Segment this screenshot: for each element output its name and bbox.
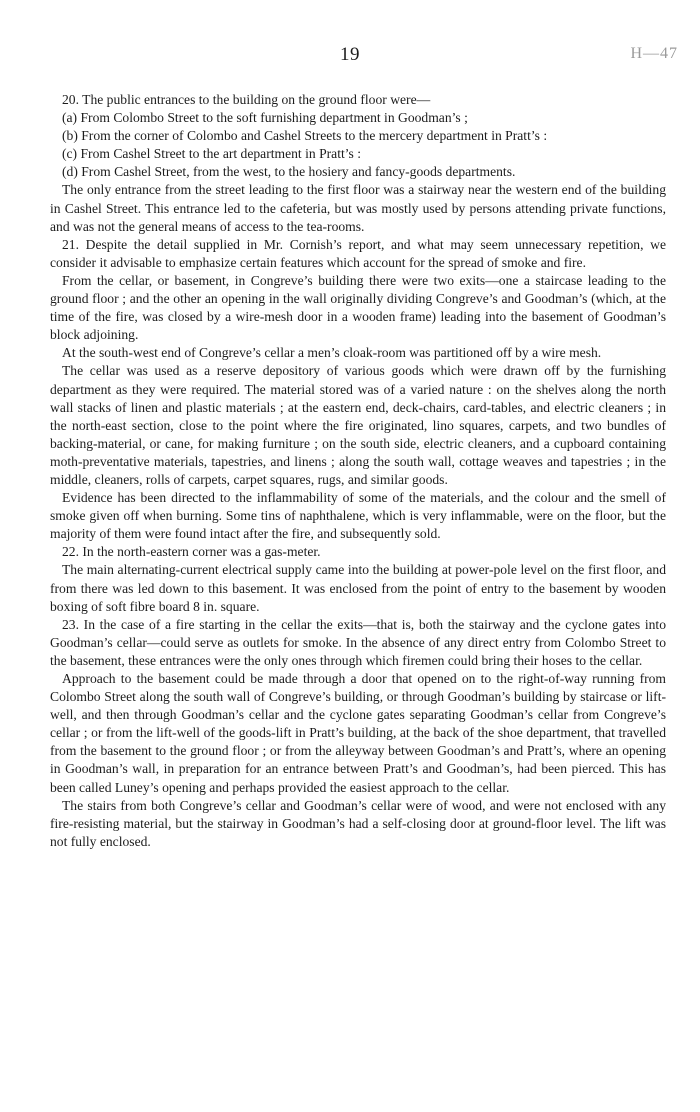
paragraph-20: 20. The public entrances to the building on the ground floor were— [62,92,431,107]
paragraph-22: 22. In the north-eastern corner was a gas-meter. [62,544,321,560]
list-item-a: (a) From Colombo Street to the soft furnishing department in Goodman’s ; [62,110,468,126]
list-item-b: (b) From the corner of Colombo and Cashel Streets to the mercery department in Pratt’s : [62,128,548,144]
document-code: H—47 [630,45,678,62]
paragraph-stairs: The stairs from both Congreve’s cellar and Goodman’s cellar were of wood, and were not enclosed with any fire-resisting material, but the stairway in Goodman’s had a self-closing door at ground-floor level. The lift was not fully enclosed. [50,797,666,849]
paragraph-cellar-goods: The cellar was used as a reserve depository of various goods which were drawn off by the furnishing department as they were required. The material stored was of a varied nature : on the shelves along the north wall stacks of linen and plastic materials ; at the eastern end, deck-chairs, card-tables, and electric cleaners ; in the north-east section, close to the point where the fire originated, lino squares, carpets, and two bundles of backing-material, or cane, for making furniture ; on the south side, electric cleaners, and a cupboard containing moth-preventative materials, tapestries, and linens ; along the south wall, cottage weaves and tapestries ; in the middle, cleaners, rolls of carpets, carpet squares, rugs, and similar goods. [50,363,666,487]
paragraph-cellar-exits: From the cellar, or basement, in Congreve’s building there were two exits—one a staircase leading to the ground floor ; and the other an opening in the wall originally dividing Congreve’s and Goodman’s (which, at the time of the fire, was closed by a wire-mesh door in a wooden frame) leading into the basement of Goodman’s block adjoining. [50,272,666,343]
body-text [50,91,666,851]
paragraph-23: 23. In the case of a fire starting in the cellar the exits—that is, both the stairway and the cyclone gates into Goodman’s cellar—could serve as outlets for smoke. In the absence of any direct entry from Colombo Street to the basement, these entrances were the only ones through which firemen could bring their hoses to the cellar. [50,616,666,668]
paragraph-basement-approach: Approach to the basement could be made through a door that opened on to the right-of-way running from Colombo Street along the south wall of Congreve’s building, or through Goodman’s building by staircase or lift-well, and then through Goodman’s cellar and the cyclone gates separating Goodman’s cellar from Congreve’s cellar ; or from the lift-well of the goods-lift in Pratt’s building, at the back of the shoe department, that travelled from the basement to the ground floor ; or from the alleyway between Goodman’s and Pratt’s, where an opening in Goodman’s wall, in preparation for an entrance between Pratt’s and Goodman’s, had been pierced. This has been called Luney’s opening and perhaps provided the easiest approach to the cellar. [50,671,666,795]
paragraph-inflammability: Evidence has been directed to the inflammability of some of the materials, and the colour and the smell of smoke given off when burning. Some tins of naphthalene, which is very inflammable, were on the floor, but the majority of them were found intact after the fire, and subsequently sold. [50,490,666,542]
list-item-c: (c) From Cashel Street to the art department in Pratt’s : [62,146,361,162]
paragraph-first-floor-entrance: The only entrance from the street leading to the first floor was a stairway near the western end of the building in Cashel Street. This entrance led to the cafeteria, but was mostly used by persons attending private functions, and was not the general means of access to the tea-rooms. [50,182,666,234]
paragraph-21: 21. Despite the detail supplied in Mr. Cornish’s report, and what may seem unnecessary repetition, we consider it advisable to emphasize certain features which account for the spread of smoke and fire. [50,236,666,270]
paragraph-cloak-room: At the south-west end of Congreve’s cellar a men’s cloak-room was partitioned off by a wire mesh. [62,345,602,361]
paragraph-electrical-supply: The main alternating-current electrical supply came into the building at power-pole level on the first floor, and from there was led down to this basement. It was enclosed from the point of entry to the basement by wooden boxing of soft fibre board 8 in. square. [50,562,666,614]
page-number: 19 [340,44,360,65]
list-item-d: (d) From Cashel Street, from the west, to the hosiery and fancy-goods departments. [62,164,516,180]
